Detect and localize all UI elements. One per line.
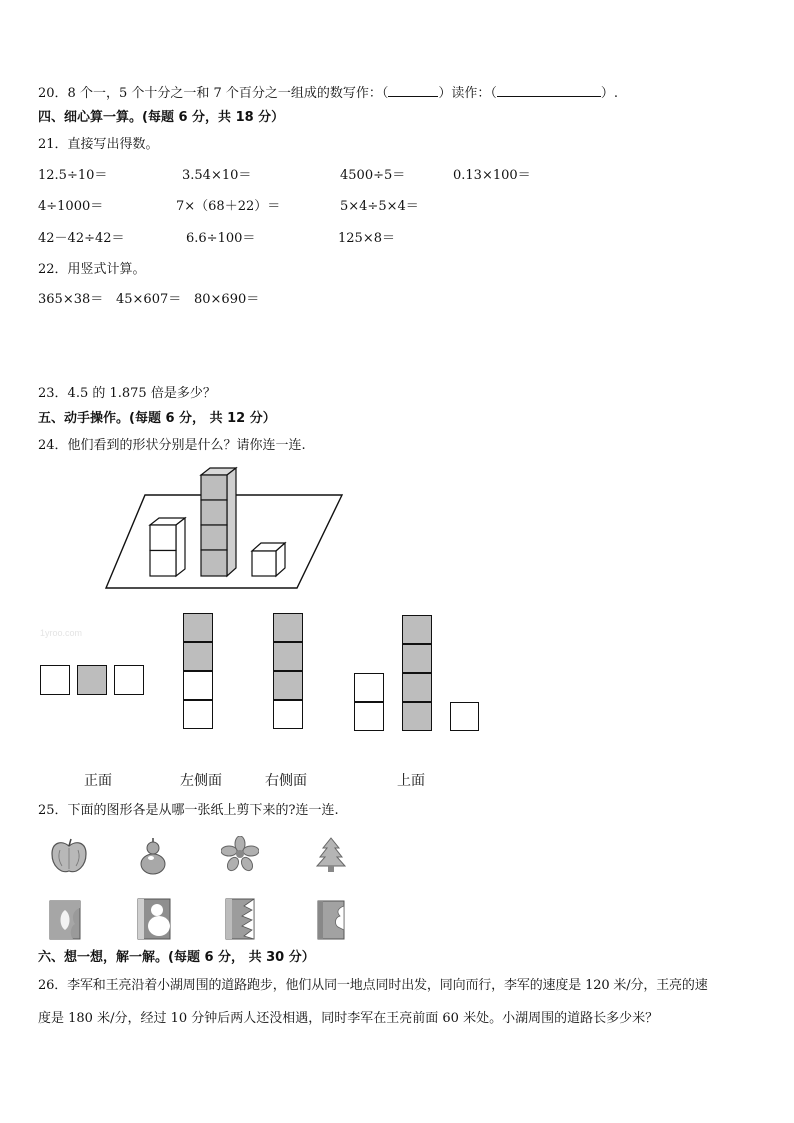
tall-cube-stack xyxy=(201,468,236,576)
q20-mid: ）读作：（ xyxy=(438,86,497,101)
section-4-heading: 四、细心算一算。(每题 6 分，共 18 分） xyxy=(38,110,285,125)
q21-item: 125×8＝ xyxy=(338,231,395,246)
label-left-view: 左侧面 xyxy=(180,773,222,789)
apple-icon[interactable] xyxy=(48,836,90,876)
q26-line-2: 度是 180 米/分，经过 10 分钟后两人还没相遇，同时李军在王亮前面 60 米处。小湖周围的道路长多少米？ xyxy=(38,1011,659,1026)
q21-item: 6.6÷100＝ xyxy=(186,231,256,246)
label-right-view: 右侧面 xyxy=(265,773,307,789)
q21-item: 4500÷5＝ xyxy=(340,168,406,183)
q20-end: ）. xyxy=(600,86,619,101)
left-cube-stack xyxy=(150,518,185,576)
q24-cube-arrangement xyxy=(100,465,350,595)
q21-item: 3.54×10＝ xyxy=(182,168,252,183)
q24-title: 24．他们看到的形状分别是什么？请你连一连. xyxy=(38,438,306,453)
section-5-heading: 五、动手操作。(每题 6 分， 共 12 分） xyxy=(38,411,276,426)
section-6-heading: 六、想一想，解一解。(每题 6 分， 共 30 分） xyxy=(38,950,315,965)
q22-item: 80×690＝ xyxy=(194,292,260,307)
q26-line-1: 26．李军和王亮沿着小湖周围的道路跑步，他们从同一地点同时出发，同向而行，李军的速度是 120 米/分，王亮的速 xyxy=(38,978,708,993)
tree-icon[interactable] xyxy=(315,836,347,874)
flower-icon[interactable] xyxy=(221,836,259,872)
paper-piece-1[interactable] xyxy=(47,898,85,942)
watermark: 1yroo.com xyxy=(40,628,83,638)
q20-answer-blank-number[interactable] xyxy=(388,84,438,97)
q22-item: 45×607＝ xyxy=(116,292,182,307)
q21-title: 21．直接写出得数。 xyxy=(38,137,159,152)
q22-item: 365×38＝ xyxy=(38,292,104,307)
paper-piece-3[interactable] xyxy=(222,896,262,942)
single-cube xyxy=(252,543,285,576)
q23-text: 23．4.5 的 1.875 倍是多少？ xyxy=(38,386,216,401)
q20-answer-blank-reading[interactable] xyxy=(497,84,601,97)
q25-title: 25．下面的图形各是从哪一张纸上剪下来的?连一连. xyxy=(38,803,339,818)
q21-item: 12.5÷10＝ xyxy=(38,168,108,183)
q21-item: 42－42÷42＝ xyxy=(38,231,125,246)
q21-item: 4÷1000＝ xyxy=(38,199,104,214)
q21-item: 0.13×100＝ xyxy=(453,168,531,183)
q22-title: 22．用竖式计算。 xyxy=(38,262,146,277)
paper-piece-2[interactable] xyxy=(135,896,175,942)
gourd-icon[interactable] xyxy=(137,836,169,876)
paper-piece-4[interactable] xyxy=(312,898,352,942)
q21-item: 5×4÷5×4＝ xyxy=(340,199,419,214)
q21-item: 7×（68＋22）＝ xyxy=(176,199,281,214)
question-20 xyxy=(38,84,618,102)
q20-text: 20．8 个一，5 个十分之一和 7 个百分之一组成的数写作：（ xyxy=(38,86,389,101)
label-top-view: 上面 xyxy=(397,773,425,789)
label-front-view: 正面 xyxy=(84,773,112,789)
